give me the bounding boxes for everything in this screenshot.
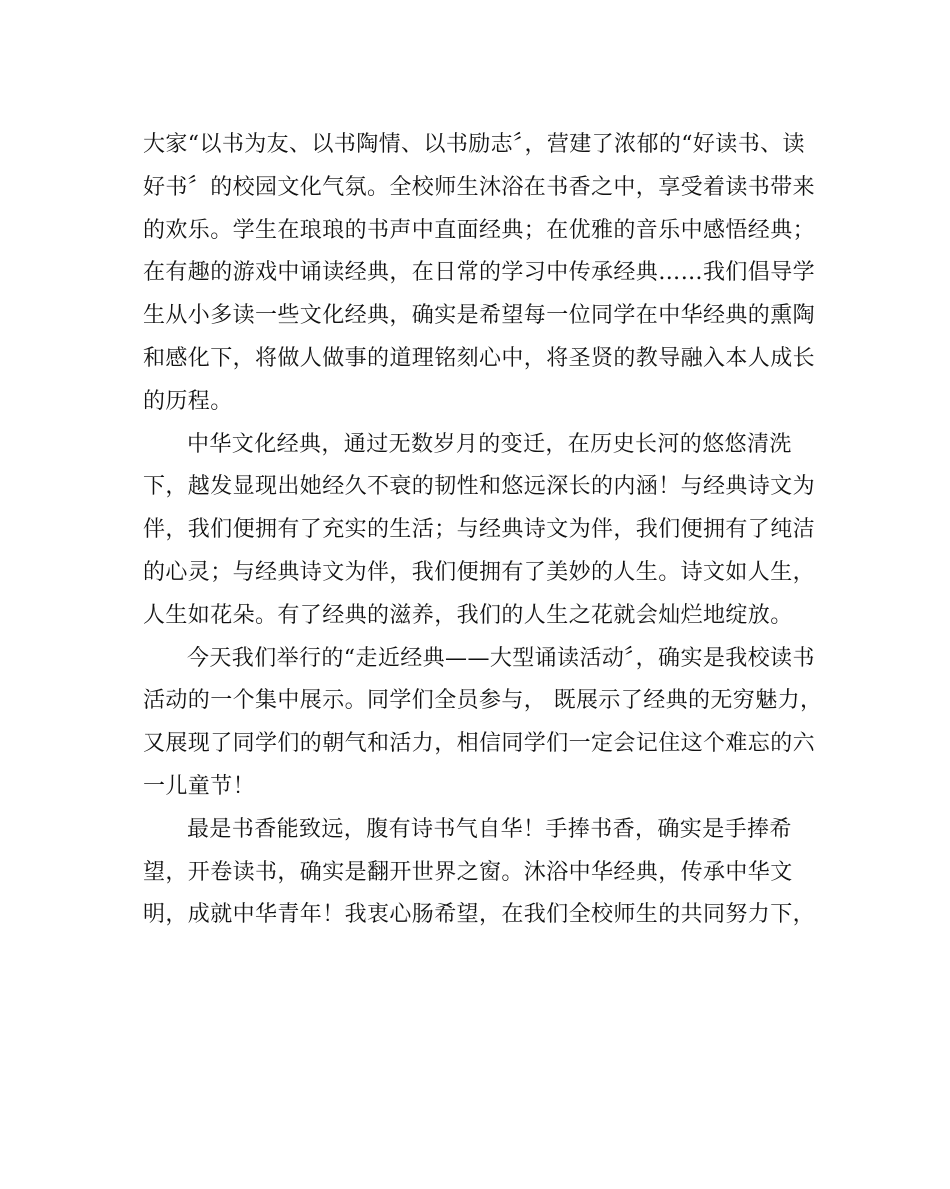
text-line: 望，开卷读书，确实是翻开世界之窗。沐浴中华经典，传承中华文 [143, 859, 793, 885]
text-line: 又展现了同学们的朝气和活力，相信同学们一定会记住这个难忘的六 [143, 731, 816, 757]
text-line: 明，成就中华青年！我衷心肠希望，在我们全校师生的共同努力下， [143, 902, 816, 928]
text-line: 最是书香能致远，腹有诗书气自华！手捧书香，确实是手捧希 [187, 816, 792, 842]
text-line: 活动的一个集中展示。同学们全员参与， 既展示了经典的无穷魅力， [143, 688, 823, 714]
text-line: 在有趣的游戏中诵读经典，在日常的学习中传承经典……我们倡导学 [143, 260, 816, 286]
text-line: 好书〞的校园文化气氛。全校师生沐浴在书香之中，享受着读书带来 [143, 174, 816, 200]
text-line: 中华文化经典，通过无数岁月的变迁，在历史长河的悠悠清洗 [187, 431, 792, 457]
paragraph-4 [143, 809, 818, 937]
paragraph-3 [143, 638, 823, 809]
text-line: 今天我们举行的“走近经典——大型诵读活动〞，确实是我校读书 [187, 645, 815, 671]
text-line: 伴，我们便拥有了充实的生活；与经典诗文为伴，我们便拥有了纯洁 [143, 517, 816, 543]
text-line: 人生如花朵。有了经典的滋养，我们的人生之花就会灿烂地绽放。 [143, 602, 793, 628]
paragraph-2 [143, 424, 818, 638]
paragraph-1 [143, 124, 818, 424]
text-line: 的心灵；与经典诗文为伴，我们便拥有了美妙的人生。诗文如人生， [143, 559, 816, 585]
text-line: 的历程。 [143, 388, 233, 414]
text-line: 和感化下，将做人做事的道理铭刻心中，将圣贤的教导融入本人成长 [143, 345, 816, 371]
text-line: 的欢乐。学生在琅琅的书声中直面经典；在优雅的音乐中感悟经典； [143, 217, 816, 243]
text-line: 生从小多读一些文化经典，确实是希望每一位同学在中华经典的熏陶 [143, 303, 816, 329]
text-line: 一儿童节！ [143, 773, 256, 799]
document-body [143, 124, 823, 937]
text-line: 大家“以书为友、以书陶情、以书励志〞，营建了浓郁的“好读书、读 [143, 132, 805, 157]
text-line: 下，越发显现出她经久不衰的韧性和悠远深长的内涵！与经典诗文为 [143, 474, 816, 500]
